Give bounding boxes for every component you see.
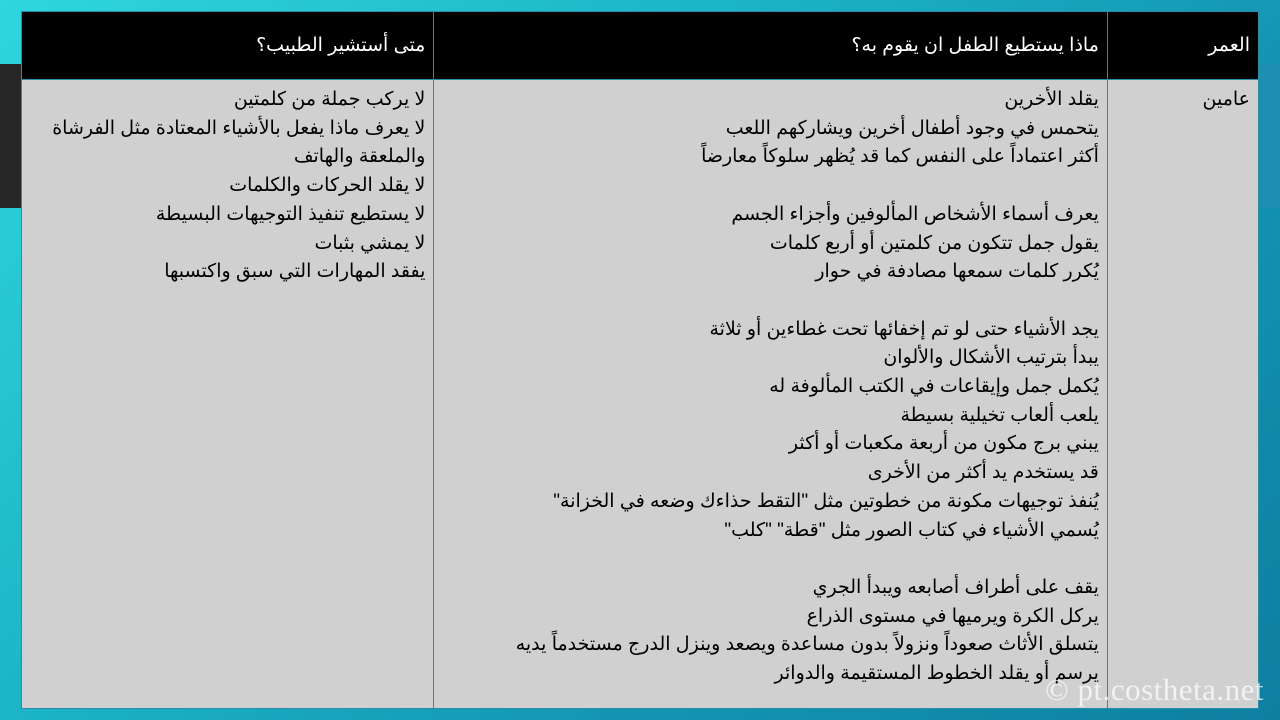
skill-item: يقف على أطراف أصابعه ويبدأ الجري — [812, 576, 1099, 598]
skill-item: يلعب ألعاب تخيلية بسيطة — [900, 404, 1099, 426]
skill-item: يتسلق الأثاث صعوداً ونزولاً بدون مساعدة ويصعد وينزل الدرج مستخدماً يديه — [515, 634, 1099, 656]
spacer-line — [442, 287, 1099, 316]
skill-item: يقلد الأخرين — [1004, 89, 1099, 110]
skill-item: يُنفذ توجيهات مكونة من خطوتين مثل "التقط حذاءك وضعه في الخزانة" — [553, 490, 1099, 512]
doctor-cell — [22, 80, 434, 709]
warning-item: لا يمشي بثبات — [314, 232, 426, 254]
warning-item: لا يركب جملة من كلمتين — [233, 89, 426, 110]
header-doctor: متى أستشير الطبيب؟ — [22, 12, 434, 80]
table-header-row — [22, 12, 1259, 80]
table-row — [22, 80, 1259, 709]
watermark: © pt.costheta.net — [1045, 672, 1264, 707]
spacer-line — [442, 545, 1099, 574]
skill-item: قد يستخدم يد أكثر من الأخرى — [867, 462, 1099, 484]
skill-item: يعرف أسماء الأشخاص المألوفين وأجزاء الجسم — [731, 203, 1099, 225]
skill-item: يُكمل جمل وإيقاعات في الكتب المألوفة له — [769, 376, 1099, 397]
header-age: العمر — [1107, 12, 1258, 80]
skill-item: يُسمي الأشياء في كتاب الصور مثل "قطة" "كلب" — [724, 519, 1099, 541]
warning-item: لا يقلد الحركات والكلمات — [229, 175, 426, 197]
warning-item: لا يستطيع تنفيذ التوجيهات البسيطة — [155, 203, 426, 225]
skill-item: يتحمس في وجود أطفال أخرين ويشاركهم اللعب — [725, 117, 1099, 139]
skill-item: يُكرر كلمات سمعها مصادفة في حوار — [815, 261, 1099, 283]
decorative-bar-right — [1258, 64, 1280, 208]
skill-item: يرسم أو يقلد الخطوط المستقيمة والدوائر — [774, 663, 1099, 685]
skill-item: يبدأ بترتيب الأشكال والألوان — [883, 347, 1099, 369]
warning-item: لا يعرف ماذا يفعل بالأشياء المعتادة مثل الفرشاة والملعقة والهاتف — [52, 117, 426, 168]
skill-item: يقول جمل تتكون من كلمتين أو أربع كلمات — [769, 232, 1099, 254]
development-table — [21, 11, 1259, 709]
skills-cell — [434, 80, 1108, 709]
spacer-line — [442, 172, 1099, 201]
skill-item: يجد الأشياء حتى لو تم إخفائها تحت غطاءين أو ثلاثة — [709, 318, 1099, 340]
age-cell: عامين — [1107, 80, 1258, 709]
warning-item: يفقد المهارات التي سبق واكتسبها — [164, 261, 426, 283]
skill-item: يركل الكرة ويرميها في مستوى الذراع — [806, 605, 1099, 627]
skill-item: يبني برج مكون من أربعة مكعبات أو أكثر — [788, 433, 1099, 455]
header-skills: ماذا يستطيع الطفل ان يقوم به؟ — [434, 12, 1108, 80]
skill-item: أكثر اعتماداً على النفس كما قد يُظهر سلوكاً معارضاً — [701, 146, 1099, 168]
decorative-bar-left — [0, 64, 22, 208]
